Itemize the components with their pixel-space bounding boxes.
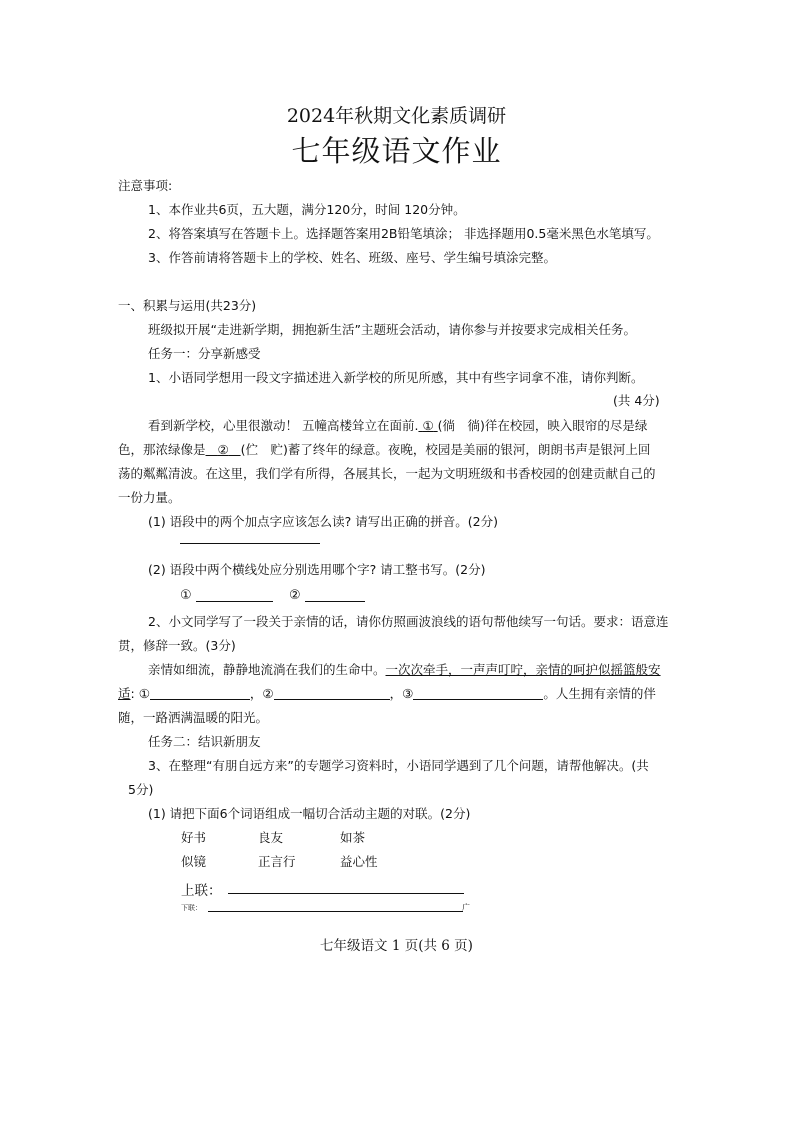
couplet-word: 如茶 [340, 830, 366, 845]
notice-heading: 注意事项: [118, 178, 173, 193]
q1-passage-1d: 徉在校园，映入眼帘的尽是绿 [484, 418, 648, 433]
q1-passage-line4: 一份力量。 [118, 490, 181, 505]
q1-sub1: (1) 语段中的两个加点字应该怎么读? 请写出正确的拼音。(2分) [148, 514, 498, 529]
upper-couplet-answer-line[interactable] [228, 893, 464, 894]
q1-passage-line3: 荡的粼粼清波。在这里，我们学有所得，各展其长，一起为文明班级和书香校园的创建贡献自己的 [118, 466, 656, 481]
lower-couplet-tail: 广 [462, 903, 470, 912]
q2-answer-blank-3[interactable] [413, 687, 543, 700]
lower-couplet-label: 下联： [181, 904, 202, 912]
q2-line5: 随，一路洒满温暖的阳光。 [118, 710, 269, 725]
q1-sub1-answer-line[interactable] [180, 543, 320, 544]
q3-sub1: (1) 请把下面6个词语组成一幅切合活动主题的对联。(2分) [148, 806, 471, 821]
q2-line1: 2、小文同学写了一段关于亲情的话，请你仿照画波浪线的语句帮他续写一句话。要求：语意连 [148, 614, 669, 629]
couplet-word: 良友 [258, 830, 284, 845]
section1-intro: 班级拟开展“走进新学期，拥抱新生活”主题班会活动，请你参与并按要求完成相关任务。 [148, 322, 636, 337]
notice-item-3: 3、作答前请将答题卡上的学校、姓名、班级、座号、学生编号填涂完整。 [148, 250, 556, 265]
q1-text: 1、小语同学想用一段文字描述进入新学校的所见所感，其中有些字词拿不准，请你判断。 [148, 370, 644, 385]
notice-item-1: 1、本作业共6页，五大题，满分120分，时间 120分钟。 [148, 202, 466, 217]
q3-line2: 5分) [128, 782, 154, 797]
task1-heading: 任务一：分享新感受 [148, 346, 261, 361]
q2-line3: 亲情如细流，静静地流淌在我们的生命中。一次次牵手，一声声叮咛，亲情的呵护似摇篮般安 [148, 662, 661, 677]
q2-line2: 贯，修辞一致。(3分) [118, 638, 236, 653]
exam-header-line1: 2024年秋期文化素质调研 [286, 105, 507, 127]
exam-title: 七年级语文作业 [291, 134, 502, 168]
q3-line1: 3、在整理“有朋自远方来”的专题学习资料时，小语同学遇到了几个问题，请帮他解决。(共 [148, 758, 649, 773]
q2-answer-blank-1[interactable] [150, 687, 250, 700]
q2-wavy-sentence: 一次次牵手，一声声叮咛，亲情的呵护似摇篮般安 [385, 662, 661, 677]
task2-heading: 任务二：结识新朋友 [148, 734, 261, 749]
couplet-word: 似镜 [181, 854, 207, 869]
couplet-word: 益心性 [340, 854, 378, 869]
page-footer: 七年级语文 1 页(共 6 页) [320, 938, 473, 954]
q1-sub2: (2) 语段中两个横线处应分别选用哪个字? 请工整书写。(2分) [148, 562, 486, 577]
q1-sub2-mark-2: ② [289, 588, 301, 603]
upper-couplet-label: 上联： [181, 883, 222, 899]
q2-line4: 适: ① ，② ，③ 。人生拥有亲情的伴 [118, 686, 656, 701]
q2-answer-blank-2[interactable] [274, 687, 390, 700]
notice-item-2: 2、将答案填写在答题卡上。选择题答案用2B铅笔填涂； 非选择题用0.5毫米黑色水笔填写。 [148, 226, 659, 241]
q1-sub2-mark-1: ① [180, 588, 192, 603]
lower-couplet-answer-line[interactable] [208, 911, 463, 912]
q1-sub2-answer-line-2[interactable] [305, 601, 365, 602]
q1-passage-line2: 色，那浓绿像是 ② (伫 贮)蓄了终年的绿意。夜晚，校园是美丽的银河，朗朗书声是银河上回 [118, 442, 651, 457]
couplet-word: 好书 [181, 830, 207, 845]
couplet-word: 正言行 [258, 854, 296, 869]
q1-sub2-answer-line-1[interactable] [196, 601, 273, 602]
q1-blank-1-mark: ① [422, 418, 434, 433]
q1-passage-line1 [148, 416, 647, 434]
section1-heading: 一、积累与运用(共23分) [118, 298, 257, 313]
q1-passage-1a: 看到新学校，心里很激动！ 五幢高楼耸立在面前. [148, 418, 419, 433]
q1-option-1: (徜 徜) [437, 418, 485, 433]
q1-blank-2-mark: ② [217, 442, 229, 457]
q1-score: (共 4分) [613, 393, 660, 408]
